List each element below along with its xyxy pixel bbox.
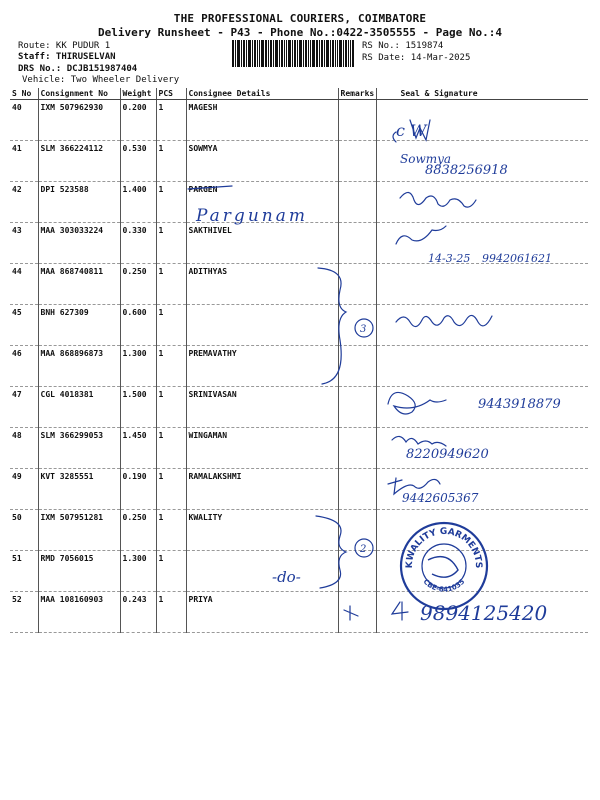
hand-43-phone: 9942061621	[482, 252, 552, 265]
row-consignee: SRINIVASAN	[188, 390, 237, 399]
col-signature: Seal & Signature	[376, 88, 588, 100]
col-consignee: Consignee Details	[186, 88, 338, 100]
row-sno: 43	[12, 226, 22, 235]
col-weight: Weight	[120, 88, 156, 100]
hand-47-phone: 9443918879	[478, 397, 561, 412]
brace-1-count: 3	[360, 324, 367, 335]
signature-47	[388, 392, 446, 414]
hand-52-phone: 9894125420	[420, 601, 548, 625]
row-weight: 0.530	[122, 144, 147, 153]
row-pcs: 1	[158, 554, 164, 563]
hand-42-name: Pargunam	[196, 206, 308, 226]
route-label: Route: KK PUDUR 1	[18, 41, 111, 51]
row-pcs: 1	[158, 431, 164, 440]
row-sno: 50	[12, 513, 22, 522]
row-sno: 52	[12, 595, 22, 604]
row-consignee: KWALITY	[188, 513, 223, 522]
hand-41-name: Sowmya	[400, 152, 452, 166]
runsheet-subtitle: Delivery Runsheet - P43 - Phone No.:0422-3505555 - Page No.:4	[98, 26, 502, 39]
rs-number: RS No.: 1519874	[362, 41, 444, 51]
hand-48-phone: 8220949620	[406, 447, 489, 462]
row-pcs: 1	[158, 595, 164, 604]
brace-group-1	[318, 268, 346, 384]
row-consignee: PARGEN	[188, 185, 218, 194]
drs-number: DRS No.: DCJB151987404	[18, 64, 138, 74]
row-consignee: WINGAMAN	[188, 431, 228, 440]
row-consignee: PREMAVATHY	[188, 349, 237, 358]
row-pcs: 1	[158, 513, 164, 522]
row-consignment: IXM 507951281	[40, 513, 104, 522]
tamil-signature-45	[396, 315, 492, 326]
hand-40: c W	[396, 121, 427, 140]
company-stamp	[398, 520, 490, 612]
row-consignee: MAGESH	[188, 103, 218, 112]
hand-43-date: 14-3-25	[428, 252, 471, 265]
row-sno: 45	[12, 308, 22, 317]
row-weight: 1.300	[122, 554, 147, 563]
signature-48	[392, 436, 446, 446]
row-sno: 42	[12, 185, 22, 194]
row-sno: 40	[12, 103, 22, 112]
row-pcs: 1	[158, 226, 164, 235]
row-pcs: 1	[158, 185, 164, 194]
row-consignment: RMD 7056015	[40, 554, 94, 563]
row-weight: 0.243	[122, 595, 147, 604]
row-pcs: 1	[158, 349, 164, 358]
hand-49-phone: 9442605367	[402, 491, 479, 505]
row-consignment: MAA 868896873	[40, 349, 104, 358]
row-weight: 0.330	[122, 226, 147, 235]
hand-51-do: -do-	[272, 568, 301, 586]
row-weight: 0.600	[122, 308, 147, 317]
row-consignment: SLM 366299053	[40, 431, 104, 440]
col-consignment: Consignment No	[38, 88, 120, 100]
row-pcs: 1	[158, 267, 164, 276]
row-consignment: BNH 627309	[40, 308, 89, 317]
stamp-bottom-text: CBE-641035	[421, 577, 467, 594]
hand-41-phone: 8838256918	[425, 163, 508, 178]
col-pcs: PCS	[156, 88, 186, 100]
row-sno: 48	[12, 431, 22, 440]
row-sno: 49	[12, 472, 22, 481]
row-consignment: MAA 303033224	[40, 226, 104, 235]
row-consignment: MAA 868740811	[40, 267, 104, 276]
row-sno: 46	[12, 349, 22, 358]
strike-line	[188, 186, 232, 189]
col-remarks: Remarks	[338, 88, 376, 100]
row-weight: 0.250	[122, 267, 147, 276]
row-consignment: MAA 108160903	[40, 595, 104, 604]
stamp-top-text: KWALITY GARMENTS	[404, 526, 484, 569]
row-sno: 41	[12, 144, 22, 153]
row-consignee: SOWMYA	[188, 144, 218, 153]
vehicle-label: Vehicle: Two Wheeler Delivery	[22, 75, 180, 85]
rs-date: RS Date: 14-Mar-2025	[362, 53, 471, 63]
brace-group-2	[316, 516, 346, 588]
col-sno: S No	[10, 88, 38, 100]
row-weight: 0.200	[122, 103, 147, 112]
signature-43	[396, 226, 446, 244]
staff-label: Staff: THIRUSELVAN	[18, 52, 116, 62]
row-weight: 1.400	[122, 185, 147, 194]
svg-text:CBE-641035	[422, 578, 467, 594]
row-weight: 0.190	[122, 472, 147, 481]
row-sno: 44	[12, 267, 22, 276]
row-consignment: SLM 366224112	[40, 144, 104, 153]
row-consignee: RAMALAKSHMI	[188, 472, 242, 481]
brace-2-count: 2	[360, 544, 367, 555]
row-weight: 1.300	[122, 349, 147, 358]
row-pcs: 1	[158, 472, 164, 481]
row-consignee: PRIYA	[188, 595, 213, 604]
row-pcs: 1	[158, 390, 164, 399]
row-weight: 1.500	[122, 390, 147, 399]
row-consignment: DPI 523588	[40, 185, 89, 194]
tamil-signature-42	[400, 192, 476, 207]
row-sno: 47	[12, 390, 22, 399]
company-title: THE PROFESSIONAL COURIERS, COIMBATORE	[173, 12, 427, 25]
row-weight: 0.250	[122, 513, 147, 522]
row-consignee: ADITHYAS	[188, 267, 228, 276]
signature-52	[344, 606, 358, 620]
row-sno: 51	[12, 554, 22, 563]
row-pcs: 1	[158, 144, 164, 153]
row-consignment: IXM 507962930	[40, 103, 104, 112]
row-pcs: 1	[158, 103, 164, 112]
row-consignee: SAKTHIVEL	[188, 226, 232, 235]
row-pcs: 1	[158, 308, 164, 317]
row-consignment: CGL 4018381	[40, 390, 94, 399]
row-consignment: KVT 3285551	[40, 472, 94, 481]
row-weight: 1.450	[122, 431, 147, 440]
